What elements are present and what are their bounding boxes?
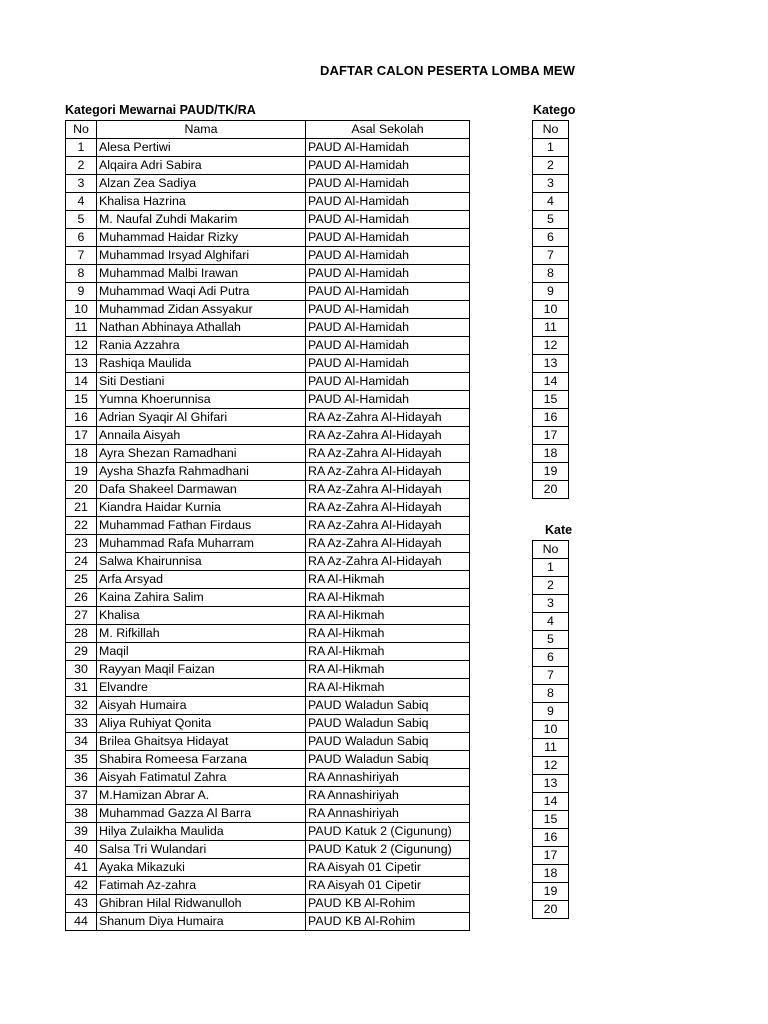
cell-no[interactable]: 38 xyxy=(66,805,97,823)
cell-asal-sekolah[interactable]: PAUD Al-Hamidah xyxy=(306,391,470,409)
cell-asal-sekolah[interactable]: PAUD KB Al-Rohim xyxy=(306,913,470,931)
table-row xyxy=(66,877,470,895)
cell-no[interactable]: 12 xyxy=(66,337,97,355)
cell-asal-sekolah[interactable]: RA Az-Zahra Al-Hidayah xyxy=(306,553,470,571)
cell-asal-sekolah[interactable]: RA Az-Zahra Al-Hidayah xyxy=(306,445,470,463)
cell-no[interactable]: 11 xyxy=(533,739,569,757)
table-row xyxy=(533,463,569,481)
table-row xyxy=(533,481,569,499)
cell-no[interactable]: 1 xyxy=(66,139,97,157)
table-row xyxy=(66,139,470,157)
cell-no[interactable]: 5 xyxy=(533,211,569,229)
cell-nama[interactable]: Maqil xyxy=(97,643,306,661)
cell-asal-sekolah[interactable]: RA Al-Hikmah xyxy=(306,661,470,679)
cell-asal-sekolah[interactable]: PAUD Al-Hamidah xyxy=(306,139,470,157)
cell-nama[interactable]: Salwa Khairunnisa xyxy=(97,553,306,571)
cell-asal-sekolah[interactable]: PAUD KB Al-Rohim xyxy=(306,895,470,913)
cell-nama[interactable]: Adrian Syaqir Al Ghifari xyxy=(97,409,306,427)
table-row xyxy=(66,841,470,859)
cell-no[interactable]: 6 xyxy=(533,229,569,247)
cell-nama[interactable]: Kiandra Haidar Kurnia xyxy=(97,499,306,517)
table-row xyxy=(533,319,569,337)
table-row xyxy=(66,211,470,229)
cell-nama[interactable]: Muhammad Waqi Adi Putra xyxy=(97,283,306,301)
table-row xyxy=(66,481,470,499)
cell-asal-sekolah[interactable]: RA Al-Hikmah xyxy=(306,589,470,607)
cell-nama[interactable]: Yumna Khoerunnisa xyxy=(97,391,306,409)
cell-no[interactable]: 34 xyxy=(66,733,97,751)
cell-nama[interactable]: Muhammad Rafa Muharram xyxy=(97,535,306,553)
cell-asal-sekolah[interactable]: PAUD Waladun Sabiq xyxy=(306,715,470,733)
table-row xyxy=(533,631,569,649)
cell-asal-sekolah[interactable]: RA Az-Zahra Al-Hidayah xyxy=(306,427,470,445)
participants-table xyxy=(65,120,470,931)
cell-asal-sekolah[interactable]: PAUD Al-Hamidah xyxy=(306,319,470,337)
cell-asal-sekolah[interactable]: PAUD Katuk 2 (Cigunung) xyxy=(306,841,470,859)
cell-nama[interactable]: Muhammad Fathan Firdaus xyxy=(97,517,306,535)
cell-asal-sekolah[interactable]: PAUD Al-Hamidah xyxy=(306,211,470,229)
header-no[interactable]: No xyxy=(66,121,97,139)
cell-no[interactable]: 2 xyxy=(66,157,97,175)
table-row xyxy=(66,787,470,805)
table-row xyxy=(533,757,569,775)
cell-no[interactable]: 15 xyxy=(533,391,569,409)
cell-nama[interactable]: Arfa Arsyad xyxy=(97,571,306,589)
table-row xyxy=(533,373,569,391)
table-row xyxy=(533,829,569,847)
table-row xyxy=(66,265,470,283)
cell-no[interactable]: 16 xyxy=(66,409,97,427)
cell-asal-sekolah[interactable]: RA Az-Zahra Al-Hidayah xyxy=(306,463,470,481)
cell-no[interactable]: 21 xyxy=(66,499,97,517)
cell-asal-sekolah[interactable]: PAUD Al-Hamidah xyxy=(306,373,470,391)
cell-asal-sekolah[interactable]: RA Al-Hikmah xyxy=(306,643,470,661)
cell-asal-sekolah[interactable]: PAUD Waladun Sabiq xyxy=(306,733,470,751)
table-row xyxy=(66,643,470,661)
cell-no[interactable]: 1 xyxy=(533,139,569,157)
table-row xyxy=(66,661,470,679)
cell-no[interactable]: 9 xyxy=(66,283,97,301)
cell-nama[interactable]: Muhammad Malbi Irawan xyxy=(97,265,306,283)
cell-no[interactable]: 13 xyxy=(66,355,97,373)
cell-no[interactable]: 22 xyxy=(66,517,97,535)
cell-nama[interactable]: Annaila Aisyah xyxy=(97,427,306,445)
cell-nama[interactable]: Rashiqa Maulida xyxy=(97,355,306,373)
table-row xyxy=(533,865,569,883)
cell-nama[interactable]: Ayaka Mikazuki xyxy=(97,859,306,877)
table-row xyxy=(66,733,470,751)
cell-asal-sekolah[interactable]: PAUD Al-Hamidah xyxy=(306,283,470,301)
cell-nama[interactable]: Kaina Zahira Salim xyxy=(97,589,306,607)
cell-no[interactable]: 28 xyxy=(66,625,97,643)
cell-asal-sekolah[interactable]: RA Al-Hikmah xyxy=(306,607,470,625)
header-nama[interactable]: Nama xyxy=(97,121,306,139)
category-label-right-top: Katego xyxy=(533,103,576,117)
cell-no[interactable]: 6 xyxy=(66,229,97,247)
table-row xyxy=(533,775,569,793)
cell-nama[interactable]: M. Naufal Zuhdi Makarim xyxy=(97,211,306,229)
cell-nama[interactable]: Fatimah Az-zahra xyxy=(97,877,306,895)
cell-no[interactable]: 7 xyxy=(533,247,569,265)
table-row xyxy=(66,229,470,247)
table-row xyxy=(66,553,470,571)
cell-no[interactable]: 2 xyxy=(533,577,569,595)
table-row xyxy=(66,625,470,643)
cell-no[interactable]: 17 xyxy=(533,847,569,865)
cell-no[interactable]: 13 xyxy=(533,355,569,373)
cell-no[interactable]: 33 xyxy=(66,715,97,733)
cell-no[interactable]: 4 xyxy=(533,613,569,631)
cell-no[interactable]: 29 xyxy=(66,643,97,661)
table-row xyxy=(533,883,569,901)
cell-asal-sekolah[interactable]: PAUD Al-Hamidah xyxy=(306,301,470,319)
cell-nama[interactable]: Muhammad Irsyad Alghifari xyxy=(97,247,306,265)
cell-no[interactable]: 39 xyxy=(66,823,97,841)
table-row xyxy=(66,445,470,463)
table-row xyxy=(66,193,470,211)
cell-no[interactable]: 25 xyxy=(66,571,97,589)
cell-nama[interactable]: Nathan Abhinaya Athallah xyxy=(97,319,306,337)
cell-no[interactable]: 42 xyxy=(66,877,97,895)
cell-no[interactable]: 37 xyxy=(66,787,97,805)
table-row xyxy=(66,859,470,877)
cell-asal-sekolah[interactable]: RA Al-Hikmah xyxy=(306,571,470,589)
cell-no[interactable]: 31 xyxy=(66,679,97,697)
table-row xyxy=(66,517,470,535)
cell-asal-sekolah[interactable]: RA Az-Zahra Al-Hidayah xyxy=(306,535,470,553)
table-row xyxy=(533,247,569,265)
cell-nama[interactable]: Aysha Shazfa Rahmadhani xyxy=(97,463,306,481)
cell-no[interactable]: 36 xyxy=(66,769,97,787)
cell-no[interactable]: 35 xyxy=(66,751,97,769)
cell-no[interactable]: 18 xyxy=(533,865,569,883)
cell-no[interactable]: 15 xyxy=(533,811,569,829)
table-row xyxy=(533,901,569,919)
cell-no[interactable]: 11 xyxy=(533,319,569,337)
cell-no[interactable]: 7 xyxy=(533,667,569,685)
cell-no[interactable]: 17 xyxy=(66,427,97,445)
cell-nama[interactable]: Elvandre xyxy=(97,679,306,697)
table-row xyxy=(66,895,470,913)
cell-no[interactable]: 10 xyxy=(66,301,97,319)
table-header-row xyxy=(66,121,470,139)
table-row xyxy=(533,265,569,283)
header-no[interactable]: No xyxy=(533,121,569,139)
cell-asal-sekolah[interactable]: RA Az-Zahra Al-Hidayah xyxy=(306,481,470,499)
cell-no[interactable]: 11 xyxy=(66,319,97,337)
cell-no[interactable]: 8 xyxy=(533,265,569,283)
table-row xyxy=(66,409,470,427)
table-row xyxy=(533,139,569,157)
table-row xyxy=(66,391,470,409)
cell-asal-sekolah[interactable]: PAUD Al-Hamidah xyxy=(306,229,470,247)
cell-nama[interactable]: M.Hamizan Abrar A. xyxy=(97,787,306,805)
table-row xyxy=(66,283,470,301)
cell-asal-sekolah[interactable]: PAUD Al-Hamidah xyxy=(306,337,470,355)
table-row xyxy=(66,157,470,175)
category-label-right-bottom: Kate xyxy=(545,523,573,537)
table-row xyxy=(66,679,470,697)
cell-no[interactable]: 20 xyxy=(533,481,569,499)
table-row xyxy=(66,499,470,517)
cell-no[interactable]: 1 xyxy=(533,559,569,577)
cell-no[interactable]: 32 xyxy=(66,697,97,715)
table-row xyxy=(533,793,569,811)
cell-nama[interactable]: Ghibran Hilal Ridwanulloh xyxy=(97,895,306,913)
cell-nama[interactable]: Alqaira Adri Sabira xyxy=(97,157,306,175)
table-row xyxy=(66,301,470,319)
table-row xyxy=(533,301,569,319)
cell-no[interactable]: 5 xyxy=(66,211,97,229)
cell-nama[interactable]: Aisyah Fatimatul Zahra xyxy=(97,769,306,787)
cell-asal-sekolah[interactable]: PAUD Al-Hamidah xyxy=(306,193,470,211)
cell-no[interactable]: 12 xyxy=(533,757,569,775)
participants-table-body xyxy=(66,121,470,931)
cell-nama[interactable]: Alzan Zea Sadiya xyxy=(97,175,306,193)
table-row xyxy=(533,229,569,247)
table-row xyxy=(533,685,569,703)
table-header-row xyxy=(533,121,569,139)
cell-no[interactable]: 24 xyxy=(66,553,97,571)
right-number-table-bottom-body xyxy=(533,541,569,919)
table-row xyxy=(533,667,569,685)
cell-no[interactable]: 43 xyxy=(66,895,97,913)
cell-no[interactable]: 19 xyxy=(533,883,569,901)
right-number-table-top xyxy=(532,120,569,499)
cell-no[interactable]: 7 xyxy=(66,247,97,265)
cell-nama[interactable]: Aisyah Humaira xyxy=(97,697,306,715)
table-row xyxy=(66,463,470,481)
table-row xyxy=(533,703,569,721)
cell-no[interactable]: 18 xyxy=(533,445,569,463)
cell-nama[interactable]: Alesa Pertiwi xyxy=(97,139,306,157)
cell-nama[interactable]: Brilea Ghaitsya Hidayat xyxy=(97,733,306,751)
cell-no[interactable]: 40 xyxy=(66,841,97,859)
cell-nama[interactable]: Shabira Romeesa Farzana xyxy=(97,751,306,769)
table-row xyxy=(533,409,569,427)
table-row xyxy=(66,913,470,931)
table-row xyxy=(66,769,470,787)
table-row xyxy=(533,283,569,301)
cell-no[interactable]: 30 xyxy=(66,661,97,679)
table-row xyxy=(533,445,569,463)
cell-no[interactable]: 14 xyxy=(66,373,97,391)
table-row xyxy=(533,157,569,175)
cell-no[interactable]: 14 xyxy=(533,793,569,811)
cell-nama[interactable]: Siti Destiani xyxy=(97,373,306,391)
table-row xyxy=(533,739,569,757)
cell-no[interactable]: 16 xyxy=(533,829,569,847)
cell-no[interactable]: 19 xyxy=(533,463,569,481)
table-row xyxy=(66,337,470,355)
cell-no[interactable]: 17 xyxy=(533,427,569,445)
cell-no[interactable]: 18 xyxy=(66,445,97,463)
cell-asal-sekolah[interactable]: PAUD Al-Hamidah xyxy=(306,355,470,373)
cell-asal-sekolah[interactable]: PAUD Al-Hamidah xyxy=(306,265,470,283)
cell-nama[interactable]: Muhammad Gazza Al Barra xyxy=(97,805,306,823)
cell-no[interactable]: 14 xyxy=(533,373,569,391)
cell-no[interactable]: 9 xyxy=(533,283,569,301)
cell-nama[interactable]: Khalisa Hazrina xyxy=(97,193,306,211)
category-label-main: Kategori Mewarnai PAUD/TK/RA xyxy=(65,103,256,117)
header-no[interactable]: No xyxy=(533,541,569,559)
cell-asal-sekolah[interactable]: PAUD Waladun Sabiq xyxy=(306,751,470,769)
table-row xyxy=(66,823,470,841)
cell-no[interactable]: 20 xyxy=(533,901,569,919)
table-row xyxy=(66,319,470,337)
cell-asal-sekolah[interactable]: PAUD Al-Hamidah xyxy=(306,157,470,175)
cell-no[interactable]: 8 xyxy=(533,685,569,703)
cell-no[interactable]: 2 xyxy=(533,157,569,175)
cell-no[interactable]: 3 xyxy=(533,595,569,613)
table-row xyxy=(66,355,470,373)
table-row xyxy=(533,559,569,577)
cell-nama[interactable]: Hilya Zulaikha Maulida xyxy=(97,823,306,841)
cell-nama[interactable]: Rania Azzahra xyxy=(97,337,306,355)
cell-no[interactable]: 23 xyxy=(66,535,97,553)
cell-asal-sekolah[interactable]: RA Aisyah 01 Cipetir xyxy=(306,859,470,877)
cell-asal-sekolah[interactable]: PAUD Waladun Sabiq xyxy=(306,697,470,715)
cell-no[interactable]: 19 xyxy=(66,463,97,481)
cell-no[interactable]: 10 xyxy=(533,721,569,739)
table-row xyxy=(66,589,470,607)
page-title: DAFTAR CALON PESERTA LOMBA MEW xyxy=(320,63,576,78)
cell-no[interactable]: 5 xyxy=(533,631,569,649)
table-row xyxy=(66,535,470,553)
cell-no[interactable]: 4 xyxy=(533,193,569,211)
table-row xyxy=(533,811,569,829)
table-row xyxy=(66,373,470,391)
cell-nama[interactable]: Khalisa xyxy=(97,607,306,625)
header-asal-sekolah[interactable]: Asal Sekolah xyxy=(306,121,470,139)
cell-asal-sekolah[interactable]: RA Al-Hikmah xyxy=(306,679,470,697)
cell-asal-sekolah[interactable]: RA Annashiriyah xyxy=(306,805,470,823)
cell-asal-sekolah[interactable]: PAUD Katuk 2 (Cigunung) xyxy=(306,823,470,841)
table-row xyxy=(533,337,569,355)
cell-no[interactable]: 15 xyxy=(66,391,97,409)
cell-nama[interactable]: Rayyan Maqil Faizan xyxy=(97,661,306,679)
table-row xyxy=(533,577,569,595)
right-number-table-bottom xyxy=(532,540,569,919)
table-row xyxy=(533,427,569,445)
cell-asal-sekolah[interactable]: RA Aisyah 01 Cipetir xyxy=(306,877,470,895)
cell-nama[interactable]: Muhammad Zidan Assyakur xyxy=(97,301,306,319)
cell-no[interactable]: 44 xyxy=(66,913,97,931)
table-row xyxy=(66,607,470,625)
cell-no[interactable]: 3 xyxy=(66,175,97,193)
cell-nama[interactable]: Aliya Ruhiyat Qonita xyxy=(97,715,306,733)
table-row xyxy=(533,613,569,631)
table-row xyxy=(66,427,470,445)
table-row xyxy=(533,175,569,193)
cell-nama[interactable]: Ayra Shezan Ramadhani xyxy=(97,445,306,463)
table-row xyxy=(533,595,569,613)
table-row xyxy=(66,715,470,733)
cell-no[interactable]: 9 xyxy=(533,703,569,721)
table-row xyxy=(66,697,470,715)
table-row xyxy=(66,571,470,589)
cell-asal-sekolah[interactable]: RA Al-Hikmah xyxy=(306,625,470,643)
cell-asal-sekolah[interactable]: PAUD Al-Hamidah xyxy=(306,247,470,265)
cell-no[interactable]: 12 xyxy=(533,337,569,355)
cell-asal-sekolah[interactable]: RA Annashiriyah xyxy=(306,769,470,787)
table-row xyxy=(533,721,569,739)
cell-no[interactable]: 3 xyxy=(533,175,569,193)
cell-nama[interactable]: M. Rifkillah xyxy=(97,625,306,643)
cell-no[interactable]: 16 xyxy=(533,409,569,427)
table-row xyxy=(533,193,569,211)
cell-asal-sekolah[interactable]: RA Annashiriyah xyxy=(306,787,470,805)
cell-nama[interactable]: Muhammad Haidar Rizky xyxy=(97,229,306,247)
cell-no[interactable]: 8 xyxy=(66,265,97,283)
table-row xyxy=(533,391,569,409)
cell-no[interactable]: 13 xyxy=(533,775,569,793)
cell-asal-sekolah[interactable]: RA Az-Zahra Al-Hidayah xyxy=(306,499,470,517)
right-number-table-top-body xyxy=(533,121,569,499)
table-row xyxy=(66,751,470,769)
table-row xyxy=(533,355,569,373)
cell-no[interactable]: 6 xyxy=(533,649,569,667)
table-row xyxy=(533,847,569,865)
table-header-row xyxy=(533,541,569,559)
cell-no[interactable]: 20 xyxy=(66,481,97,499)
cell-asal-sekolah[interactable]: RA Az-Zahra Al-Hidayah xyxy=(306,517,470,535)
table-row xyxy=(533,211,569,229)
cell-no[interactable]: 41 xyxy=(66,859,97,877)
cell-nama[interactable]: Shanum Diya Humaira xyxy=(97,913,306,931)
cell-asal-sekolah[interactable]: RA Az-Zahra Al-Hidayah xyxy=(306,409,470,427)
cell-no[interactable]: 26 xyxy=(66,589,97,607)
table-row xyxy=(533,649,569,667)
table-row xyxy=(66,247,470,265)
cell-no[interactable]: 4 xyxy=(66,193,97,211)
cell-nama[interactable]: Dafa Shakeel Darmawan xyxy=(97,481,306,499)
cell-no[interactable]: 27 xyxy=(66,607,97,625)
cell-no[interactable]: 10 xyxy=(533,301,569,319)
cell-nama[interactable]: Salsa Tri Wulandari xyxy=(97,841,306,859)
table-row xyxy=(66,805,470,823)
table-row xyxy=(66,175,470,193)
cell-asal-sekolah[interactable]: PAUD Al-Hamidah xyxy=(306,175,470,193)
